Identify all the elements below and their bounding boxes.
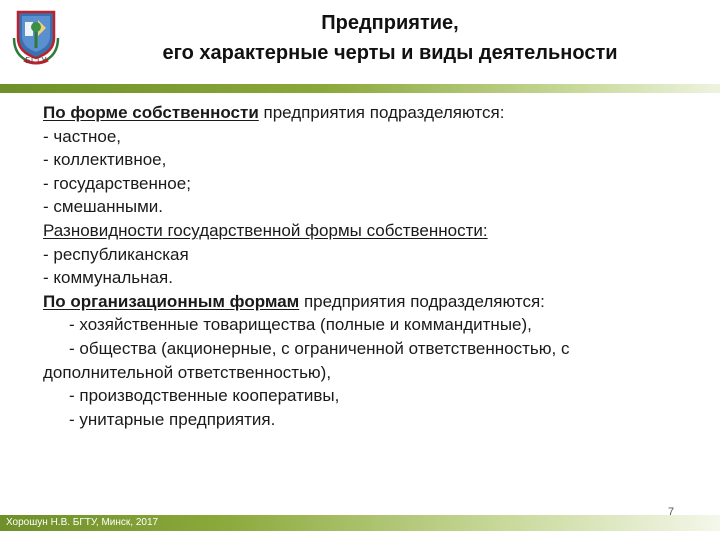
list-item: - государственное; (43, 173, 191, 193)
text-span: предприятия подразделяются: (299, 291, 545, 311)
footer-author: Хорошун Н.В. БГТУ, Минск, 2017 (6, 517, 159, 528)
title-line-2: его характерные черты и виды деятельности (162, 42, 618, 64)
list-item: - общества (акционерные, с ограниченной ответственностью, с (69, 338, 570, 358)
text-span: предприятия подразделяются: (258, 103, 505, 122)
text-line (43, 101, 683, 125)
logo-caption: БГТУ (25, 56, 47, 65)
list-item: - частное, (43, 126, 122, 146)
organizational-form-heading: По организационным формам (43, 291, 300, 311)
page-number: 7 (668, 506, 675, 518)
ownership-form-heading: По форме собственности (43, 103, 259, 122)
title-line-1: Предприятие, (321, 12, 459, 34)
list-item: - производственные кооперативы, (69, 386, 340, 406)
slide-title (110, 8, 670, 68)
text-line (43, 290, 683, 314)
list-item: - республиканская (43, 244, 189, 264)
slide-body (43, 101, 683, 431)
list-item: - смешанными. (43, 197, 164, 217)
title-divider-bar (0, 84, 720, 93)
list-item: - унитарные предприятия. (69, 409, 276, 429)
list-item-continuation: дополнительной ответственностью), (43, 362, 332, 382)
state-ownership-heading: Разновидности государственной формы собственности: (43, 220, 488, 240)
list-item: - хозяйственные товарищества (полные и коммандитные), (69, 315, 532, 335)
list-item: - коллективное, (43, 150, 167, 170)
list-item: - коммунальная. (43, 268, 173, 288)
slide-header (0, 0, 720, 90)
